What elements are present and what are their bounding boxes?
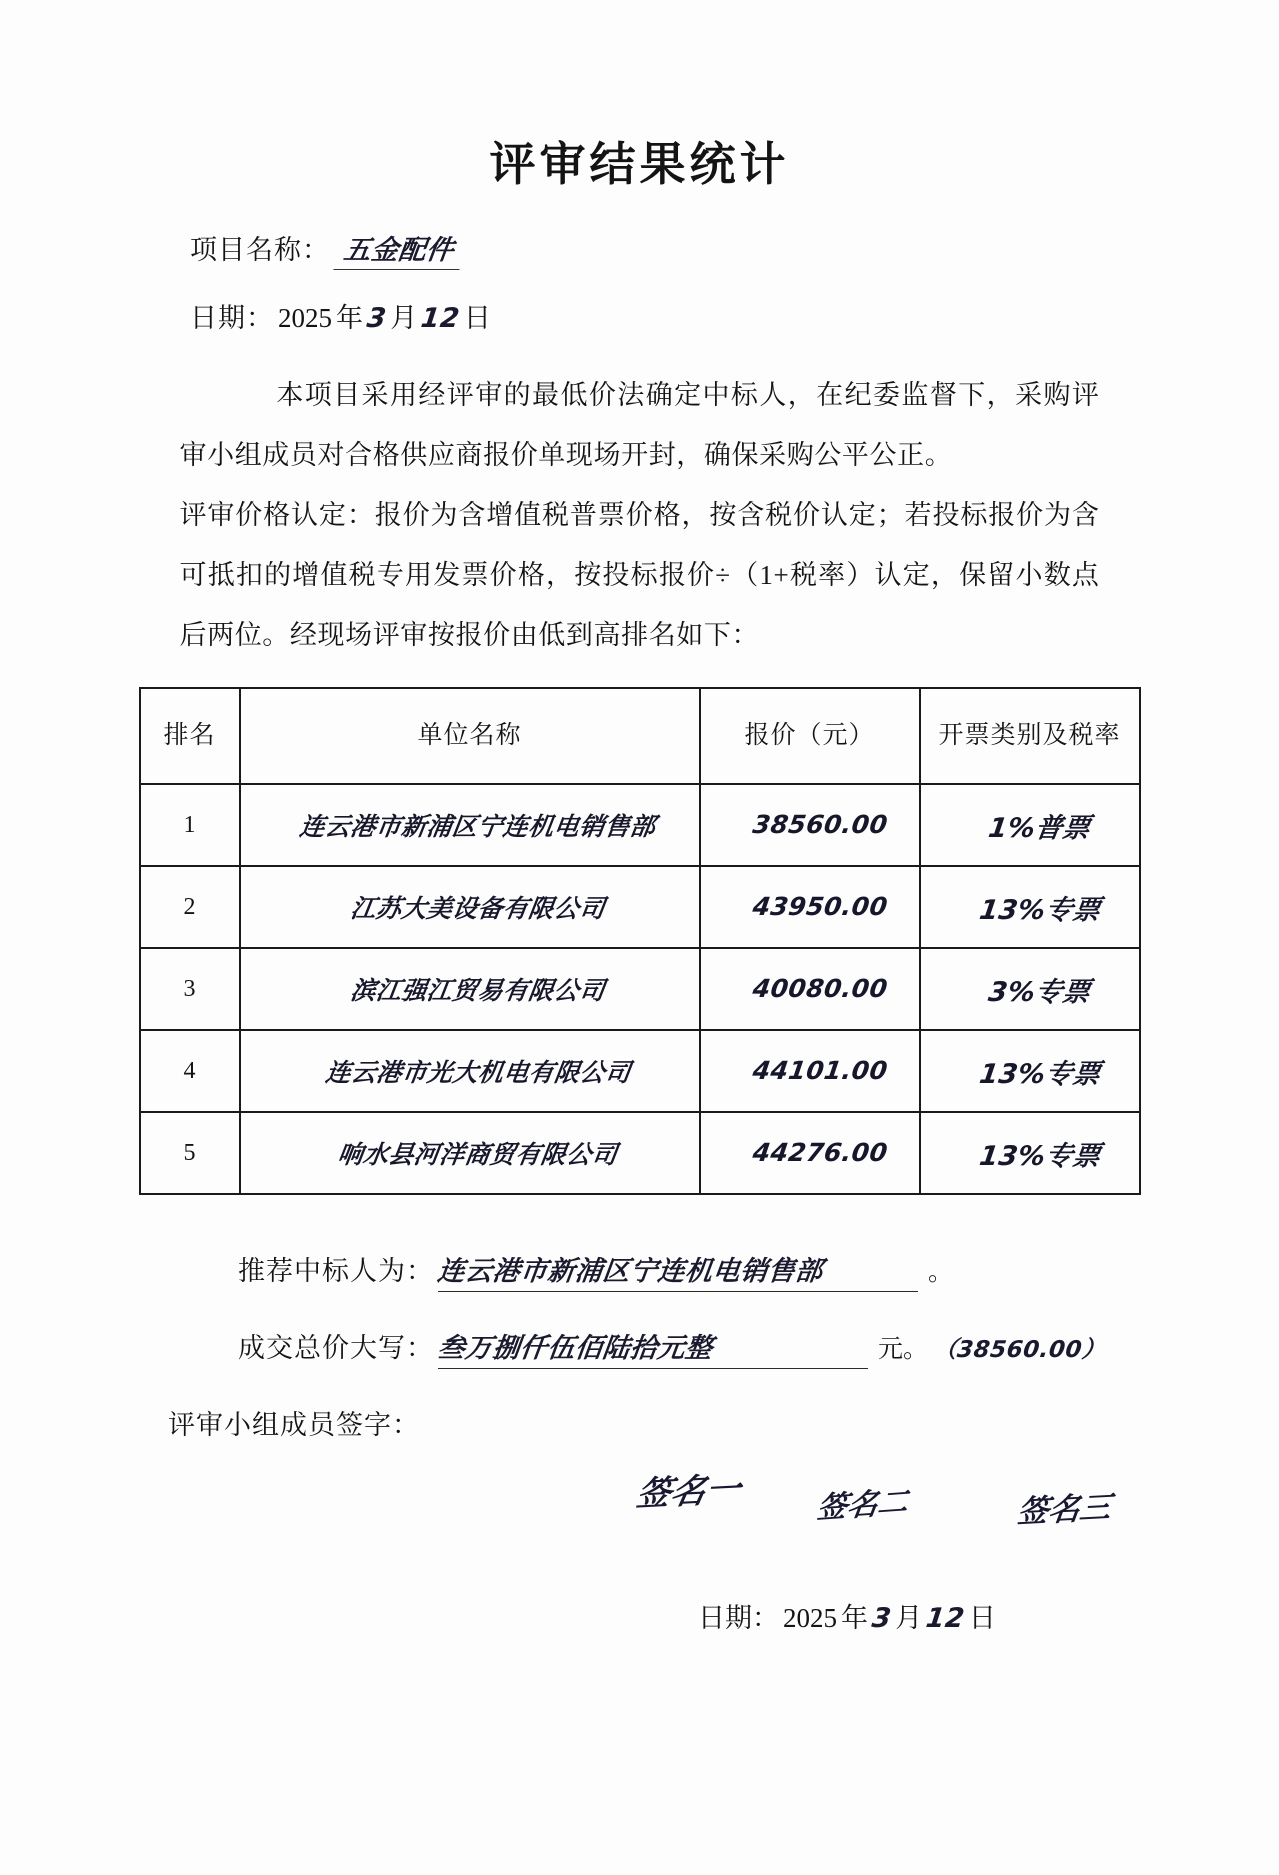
recommended-winner-value: 连云港市新浦区宁连机电销售部 xyxy=(438,1249,918,1292)
signature-3: 签名三 xyxy=(1014,1489,1114,1531)
table-row xyxy=(140,1112,1140,1194)
date-month-value: 3 xyxy=(365,303,389,334)
cell-tax: 13%专票 xyxy=(920,866,1140,948)
header-rank: 排名 xyxy=(140,688,240,784)
total-amount-unit: 元。 xyxy=(878,1336,929,1363)
table-row xyxy=(140,1030,1140,1112)
cell-rank: 2 xyxy=(140,866,240,948)
header-name: 单位名称 xyxy=(240,688,700,784)
final-date-month-unit: 月 xyxy=(895,1603,923,1633)
cell-tax: 3%专票 xyxy=(920,948,1140,1030)
footer-block xyxy=(168,1249,1279,1635)
total-amount-label: 成交总价大写： xyxy=(238,1333,434,1363)
signature-label: 评审小组成员签字： xyxy=(168,1410,420,1440)
cell-rank: 5 xyxy=(140,1112,240,1194)
total-amount-row xyxy=(238,1326,1279,1369)
date-day-unit: 日 xyxy=(463,303,491,333)
total-amount-value: 叁万捌仟伍佰陆拾元整 xyxy=(438,1326,868,1369)
cell-price: 43950.00 xyxy=(700,866,920,948)
date-month-unit: 月 xyxy=(390,303,418,333)
cell-price: 44276.00 xyxy=(700,1112,920,1194)
cell-tax: 1%普票 xyxy=(920,784,1140,866)
cell-price: 40080.00 xyxy=(700,948,920,1030)
cell-name: 响水县河洋商贸有限公司 xyxy=(240,1112,700,1194)
signature-2: 签名二 xyxy=(814,1484,911,1527)
cell-rank: 3 xyxy=(140,948,240,1030)
cell-name: 连云港市新浦区宁连机电销售部 xyxy=(240,784,700,866)
paragraph-2: 评审价格认定：报价为含增值税普票价格，按含税价认定；若投标报价为含可抵扣的增值税专用发票价格，按投标报价÷（1+税率）认定，保留小数点后两位。经现场评审按报价由低到高排名如下： xyxy=(179,500,1100,650)
cell-rank: 4 xyxy=(140,1030,240,1112)
page-title: 评审结果统计 xyxy=(489,139,790,190)
final-date-row xyxy=(698,1596,1279,1635)
final-date-label: 日期： xyxy=(698,1603,779,1633)
table-row xyxy=(140,784,1140,866)
table-row xyxy=(140,948,1140,1030)
date-day-value: 12 xyxy=(419,303,462,334)
final-date-day: 12 xyxy=(924,1603,967,1634)
final-date-month: 3 xyxy=(870,1603,894,1634)
final-date-year: 2025 xyxy=(783,1603,837,1633)
project-name-label: 项目名称： xyxy=(190,235,330,265)
recommended-winner-label: 推荐中标人为： xyxy=(238,1256,434,1286)
signature-1: 签名一 xyxy=(632,1469,744,1515)
cell-tax: 13%专票 xyxy=(920,1112,1140,1194)
cell-tax: 13%专票 xyxy=(920,1030,1140,1112)
cell-rank: 1 xyxy=(140,784,240,866)
result-table xyxy=(139,687,1141,1195)
project-name-value: 五金配件 xyxy=(333,228,464,270)
signature-area xyxy=(438,1470,1279,1580)
date-row xyxy=(190,296,1279,335)
signature-row xyxy=(168,1403,1279,1442)
header-price: 报价（元） xyxy=(700,688,920,784)
header-tax: 开票类别及税率 xyxy=(920,688,1140,784)
table-header-row xyxy=(140,688,1140,784)
recommended-winner-row xyxy=(238,1249,1279,1292)
final-date-day-unit: 日 xyxy=(968,1603,996,1633)
table-row xyxy=(140,866,1140,948)
total-amount-figure: （38560.00） xyxy=(932,1337,1108,1363)
final-date-year-unit: 年 xyxy=(841,1603,868,1633)
cell-price: 38560.00 xyxy=(700,784,920,866)
date-year-value: 2025 xyxy=(278,303,332,333)
cell-name: 连云港市光大机电有限公司 xyxy=(240,1030,700,1112)
date-label: 日期： xyxy=(190,303,274,333)
recommended-winner-trailing: 。 xyxy=(928,1259,954,1286)
paragraph-block xyxy=(0,365,1279,665)
cell-name: 滨江强江贸易有限公司 xyxy=(240,948,700,1030)
project-name-row xyxy=(190,228,1279,270)
cell-price: 44101.00 xyxy=(700,1030,920,1112)
cell-name: 江苏大美设备有限公司 xyxy=(240,866,700,948)
paragraph-1: 本项目采用经评审的最低价法确定中标人，在纪委监督下，采购评审小组成员对合格供应商报价单现场开封，确保采购公平公正。 xyxy=(179,380,1100,470)
date-year-unit: 年 xyxy=(336,303,363,333)
